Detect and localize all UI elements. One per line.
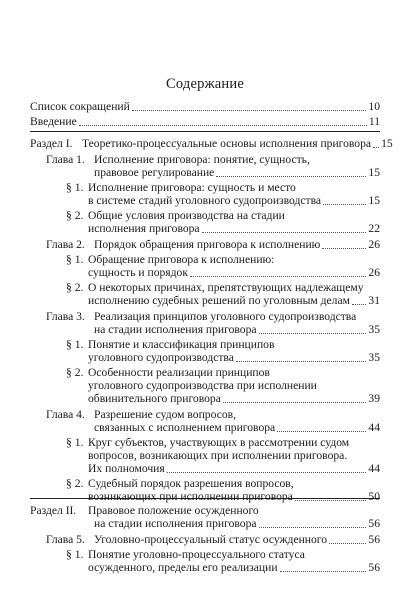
dot-leader xyxy=(223,402,367,403)
toc-entry xyxy=(46,310,356,324)
toc-entry-label: Глава 2. xyxy=(46,238,85,251)
toc-entry-page: 35 xyxy=(368,323,380,336)
page-title: Содержание xyxy=(166,76,244,92)
toc-entry-page: 44 xyxy=(368,421,380,434)
toc-entry-label: Раздел II. xyxy=(30,504,77,517)
toc-entry xyxy=(46,166,380,180)
dot-leader xyxy=(329,543,366,544)
toc-entry-text: О некоторых причинах, препятствующих надлежащему xyxy=(88,281,364,294)
toc-entry-text: Уголовно-процессуальный статус осужденного xyxy=(94,533,328,546)
toc-entry-text: Исполнение приговора: понятие, сущность, xyxy=(94,153,310,166)
dot-leader xyxy=(190,276,366,277)
toc-entry-text: Теоретико-процессуальные основы исполнения приговора xyxy=(82,137,372,150)
toc-entry-text: сущность и порядок xyxy=(88,266,188,279)
toc-entry xyxy=(66,266,380,280)
toc-entry-page: 56 xyxy=(368,517,380,530)
dot-leader xyxy=(352,304,366,305)
dot-leader xyxy=(280,571,367,572)
toc-entry xyxy=(30,100,380,114)
toc-entry-page: 15 xyxy=(381,137,393,150)
toc-entry xyxy=(66,351,380,365)
toc-entry xyxy=(66,449,347,463)
toc-entry-page: 10 xyxy=(368,100,380,113)
toc-entry xyxy=(66,253,274,267)
dot-leader xyxy=(167,472,367,473)
toc-entry xyxy=(46,408,236,422)
toc-entry-text: Судебный порядок разрешения вопросов, xyxy=(88,477,294,490)
toc-entry-text: связанных с исполнением приговора xyxy=(94,421,276,434)
dot-leader xyxy=(323,204,366,205)
toc-entry-label: § 1. xyxy=(66,436,84,449)
toc-entry-text: на стадии исполнения приговора xyxy=(94,323,257,336)
dot-leader xyxy=(259,333,367,334)
toc-entry-page: 15 xyxy=(368,166,380,179)
toc-entry-text: вопросов, возникающих при исполнении приговора. xyxy=(88,449,348,462)
toc-entry-text: исполнению судебных решений по уголовным делам xyxy=(88,294,350,307)
toc-entry-label: § 2. xyxy=(66,209,84,222)
dot-leader xyxy=(79,125,367,126)
toc-entry xyxy=(66,548,305,562)
dot-leader xyxy=(373,147,379,148)
toc-entry-text: Список сокращений xyxy=(30,100,130,113)
toc-entry-page: 39 xyxy=(368,392,380,405)
toc-entry-text: уголовного судопроизводства при исполнении xyxy=(88,379,317,392)
toc-entry-text: Введение xyxy=(30,115,77,128)
toc-entry-page: 56 xyxy=(368,561,380,574)
toc-entry-text: в системе стадий уголовного судопроизводства xyxy=(88,194,322,207)
toc-entry xyxy=(66,294,380,308)
toc-entry-text: Понятие уголовно-процессуального статуса xyxy=(88,548,305,561)
toc-entry-text: Общие условия производства на стадии xyxy=(88,209,285,222)
toc-entry-label: § 2. xyxy=(66,366,84,379)
dot-leader xyxy=(132,110,367,111)
dot-leader xyxy=(236,361,367,362)
toc-entry-text: на стадии исполнения приговора xyxy=(94,517,257,530)
toc-entry-text: Круг субъектов, участвующих в рассмотрении судом xyxy=(88,436,350,449)
toc-entry-text: Порядок обращения приговора к исполнению xyxy=(94,238,321,251)
toc-entry xyxy=(46,238,380,252)
toc-entry xyxy=(66,209,285,223)
toc-entry xyxy=(66,561,380,575)
toc-entry-text: Понятие и классификация принципов xyxy=(88,338,275,351)
toc-entry-page: 11 xyxy=(368,115,380,128)
toc-entry-text: Обращение приговора к исполнению: xyxy=(88,253,275,266)
toc-entry-text: правовое регулирование xyxy=(94,166,215,179)
dot-leader xyxy=(202,232,367,233)
toc-entry-text: исполнения приговора xyxy=(88,222,200,235)
toc-entry xyxy=(46,533,380,547)
dot-leader xyxy=(322,248,366,249)
toc-entry-label: Глава 3. xyxy=(46,310,85,323)
dot-leader xyxy=(259,527,367,528)
toc-entry-page: 26 xyxy=(368,266,380,279)
toc-entry xyxy=(66,194,380,208)
toc-entry-label: § 2. xyxy=(66,281,84,294)
toc-entry xyxy=(46,517,380,531)
toc-entry xyxy=(66,181,296,195)
toc-entry xyxy=(66,392,380,406)
divider xyxy=(30,131,380,132)
toc-entry-text: уголовного судопроизводства xyxy=(88,351,234,364)
toc-entry xyxy=(66,379,317,393)
toc-entry-label: Глава 4. xyxy=(46,408,85,421)
toc-entry-page: 15 xyxy=(368,194,380,207)
toc-entry xyxy=(30,504,259,518)
toc-entry xyxy=(30,137,393,151)
toc-entry-page: 26 xyxy=(368,238,380,251)
dot-leader xyxy=(295,500,367,501)
toc-entry-label: § 1. xyxy=(66,548,84,561)
toc-entry-text: Исполнение приговора: сущность и место xyxy=(88,181,296,194)
toc-entry-page: 56 xyxy=(368,533,380,546)
toc-entry-label: Раздел I. xyxy=(30,137,73,150)
toc-entry-page: 22 xyxy=(368,222,380,235)
toc-entry xyxy=(46,421,380,435)
toc-entry xyxy=(66,490,380,504)
toc-entry-text: Реализация принципов уголовного судопроизводства xyxy=(94,310,357,323)
toc-entry xyxy=(46,153,310,167)
dot-leader xyxy=(216,176,366,177)
toc-entry-label: Глава 1. xyxy=(46,153,85,166)
toc-entry xyxy=(66,338,274,352)
toc-entry-text: Разрешение судом вопросов, xyxy=(94,408,237,421)
toc-entry-label: § 1. xyxy=(66,181,84,194)
toc-entry-text: Особенности реализации принципов xyxy=(88,366,270,379)
toc-entry xyxy=(46,323,380,337)
toc-entry xyxy=(66,462,380,476)
toc-entry xyxy=(66,366,270,380)
toc-entry-label: § 2. xyxy=(66,477,84,490)
toc-entry xyxy=(66,436,349,450)
toc-entry-label: Глава 5. xyxy=(46,533,85,546)
toc-entry xyxy=(30,115,380,129)
toc-entry-page: 35 xyxy=(368,351,380,364)
toc-entry-page: 50 xyxy=(368,490,380,503)
toc-entry xyxy=(66,477,294,491)
toc-entry-text: Их полномочия xyxy=(88,462,165,475)
toc-entry-text: Правовое положение осужденного xyxy=(88,504,259,517)
toc-entry-text: обвинительного приговора xyxy=(88,392,221,405)
toc-entry-label: § 1. xyxy=(66,253,84,266)
toc-entry-text: осужденного, пределы его реализации xyxy=(88,561,278,574)
toc-entry-label: § 1. xyxy=(66,338,84,351)
toc-entry-page: 31 xyxy=(368,294,380,307)
dot-leader xyxy=(277,431,366,432)
toc-entry-text: возникающих при исполнении приговора xyxy=(88,490,293,503)
toc-entry-page: 44 xyxy=(368,462,380,475)
toc-entry xyxy=(66,281,364,295)
toc-entry xyxy=(66,222,380,236)
